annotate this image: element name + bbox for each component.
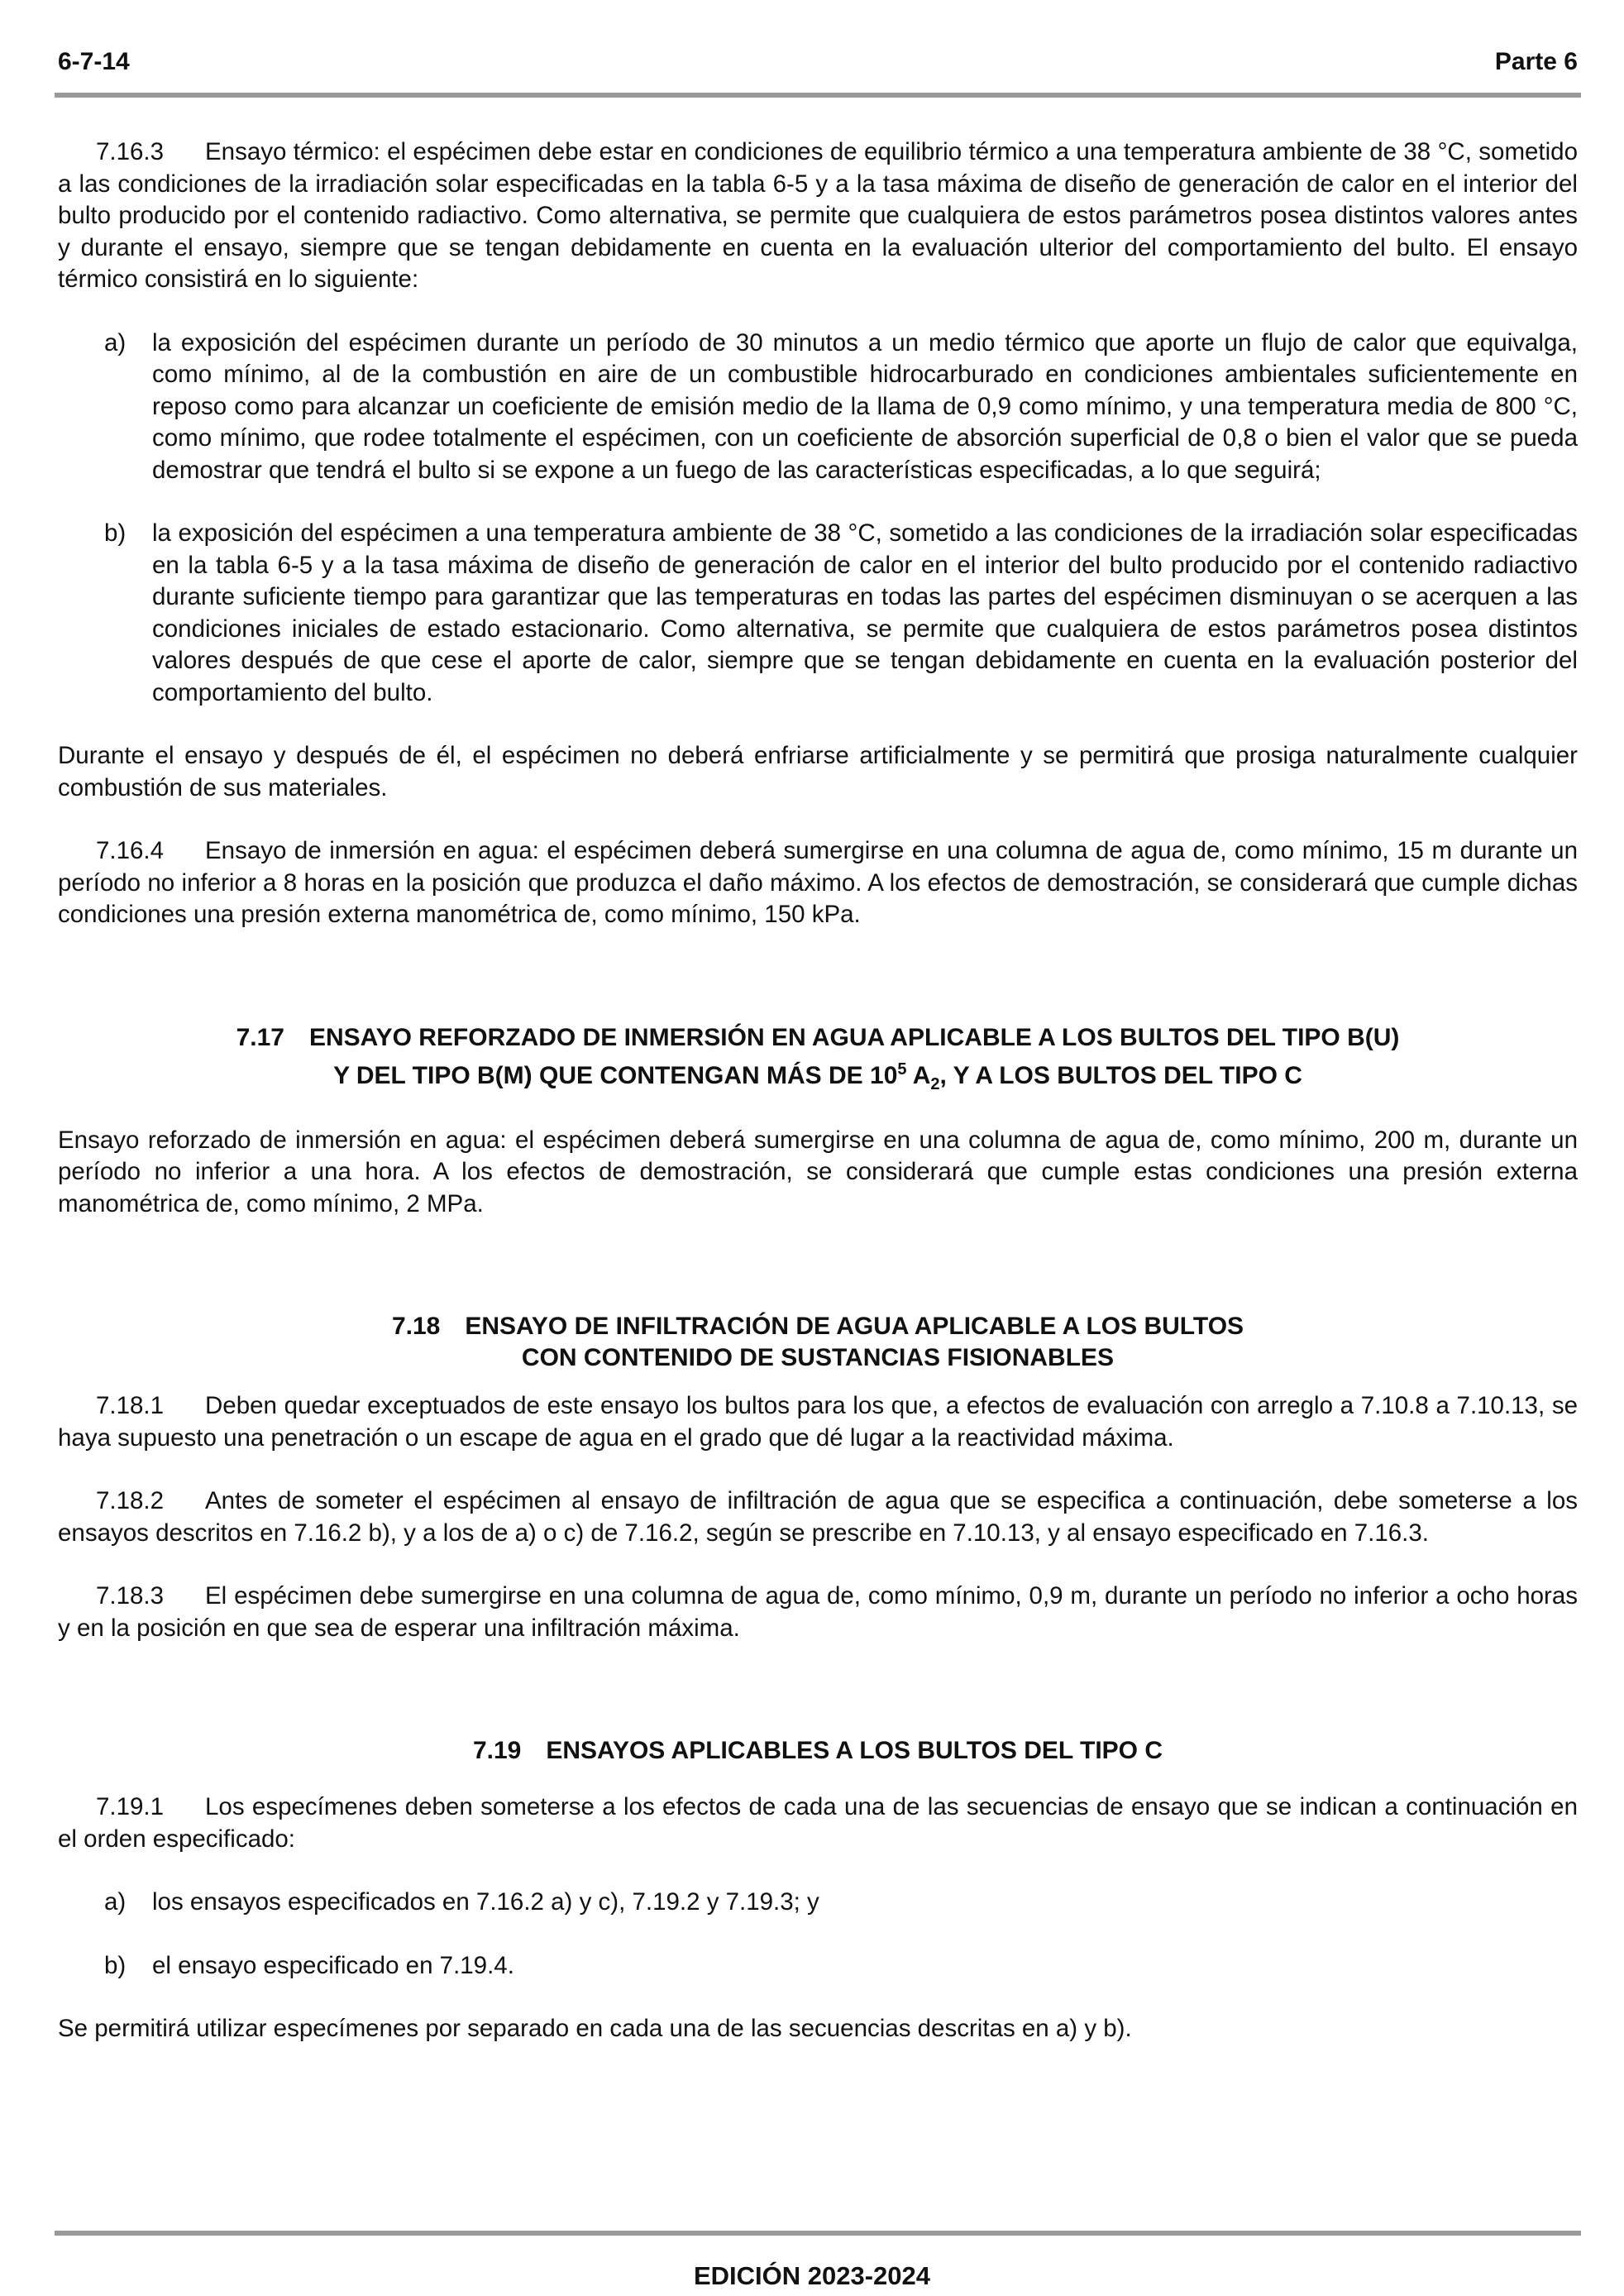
paragraph-number: 7.18.3 xyxy=(96,1582,165,1610)
footer-rule xyxy=(55,2231,1581,2236)
list-item-text: los ensayos especificados en 7.16.2 a) y c), 7.19.2 y 7.19.3; y xyxy=(152,1888,819,1916)
section-heading-7-17 xyxy=(58,1022,1578,1100)
list-7-19-1 xyxy=(58,1887,1578,1982)
header-rule xyxy=(55,93,1581,98)
part-label: Parte 6 xyxy=(1494,48,1578,75)
list-item xyxy=(58,328,1578,487)
paragraph-after-thermal: Durante el ensayo y después de él, el espécimen no deberá enfriarse artificialmente y se permitirá que prosiga naturalmente cualquier combustión de sus materiales. xyxy=(58,742,1578,801)
section-number: 7.19 xyxy=(472,1737,522,1764)
edition-footer: EDICIÓN 2023-2024 xyxy=(693,2261,931,2290)
section-number: 7.18 xyxy=(391,1313,441,1340)
paragraph-7-17: Ensayo reforzado de inmersión en agua: el espécimen deberá sumergirse en una columna de agua de, como mínimo, 200 m, durante un período no inferior a una hora. A los efectos de demostración, se considerará que cumple estas condiciones una presión externa manométrica de, como mínimo, 2 MPa. xyxy=(58,1126,1578,1217)
page-number: 6-7-14 xyxy=(58,48,130,75)
paragraph-text: Antes de someter el espécimen al ensayo de infiltración de agua que se especifica a continuación, debe someterse a los ensayos descritos en 7.16.2 b), y a los de a) o c) de 7.16.2, según se prescribe en 7.10.13, y al ensayo especificado en 7.16.3. xyxy=(58,1487,1578,1547)
list-item-text: el ensayo especificado en 7.19.4. xyxy=(152,1951,514,1979)
section-title-line1: ENSAYO DE INFILTRACIÓN DE AGUA APLICABLE A LOS BULTOS xyxy=(465,1313,1244,1340)
paragraph-7-18-1 xyxy=(58,1390,1578,1454)
list-item xyxy=(58,1887,1578,1919)
paragraph-text: Ensayo de inmersión en agua: el espécimen deberá sumergirse en una columna de agua de, como mínimo, 15 m durante un período no inferior a 8 horas en la posición que produzca el daño máximo. A los efectos de demostración, se considerará que cumple dichas condiciones una presión externa manométrica de, como mínimo, 150 kPa. xyxy=(58,837,1578,928)
section-title-line2: CON CONTENIDO DE SUSTANCIAS FISIONABLES xyxy=(521,1344,1115,1371)
list-item xyxy=(58,518,1578,709)
section-title-line2: Y DEL TIPO B(M) QUE CONTENGAN MÁS DE $10^5$ $A_2$, Y A LOS BULTOS DEL TIPO C xyxy=(333,1060,1302,1093)
paragraph-number: 7.18.2 xyxy=(96,1487,165,1514)
paragraph-number: 7.16.4 xyxy=(96,837,165,864)
paragraph-text: Deben quedar exceptuados de este ensayo los bultos para los que, a efectos de evaluación con arreglo a 7.10.8 a 7.10.13, se haya supuesto una penetración o un escape de agua en el grado que dé lugar a la reactividad máxima. xyxy=(58,1392,1578,1452)
paragraph-7-16-4 xyxy=(58,835,1578,931)
list-item-label: a) xyxy=(104,1888,127,1916)
paragraph-text: El espécimen debe sumergirse en una columna de agua de, como mínimo, 0,9 m, durante un período no inferior a ocho horas y en la posición en que sea de esperar una infiltración máxima. xyxy=(58,1582,1578,1642)
list-item-text: la exposición del espécimen a una temperatura ambiente de 38 °C, sometido a las condiciones de la irradiación solar especificadas en la tabla 6-5 y a la tasa máxima de diseño de generación de calor en el interior del bulto producido por el contenido radiactivo durante suficiente tiempo para garantizar que las temperaturas en todas las partes del espécimen disminuyan o se acerquen a las condiciones iniciales de estado estacionario. Como alternativa, se permite que cualquiera de estos parámetros posea distintos valores después de que cese el aporte de calor, siempre que se tengan debidamente en cuenta en la evaluación posterior del comportamiento del bulto. xyxy=(152,519,1578,706)
document-body xyxy=(58,136,1578,2045)
section-heading-7-19 xyxy=(58,1735,1578,1767)
list-7-16-3 xyxy=(58,328,1578,710)
paragraph-7-16-3 xyxy=(58,136,1578,296)
section-title: ENSAYOS APLICABLES A LOS BULTOS DEL TIPO C xyxy=(546,1737,1163,1764)
list-item-text: la exposición del espécimen durante un período de 30 minutos a un medio térmico que aporte un flujo de calor que equivalga, como mínimo, al de la combustión en aire de un combustible hidrocarburado en condiciones ambientales suficientemente en reposo como para alcanzar un coeficiente de emisión medio de la llama de 0,9 como mínimo, y una temperatura media de 800 °C, como mínimo, que rodee totalmente el espécimen, con un coeficiente de absorción superficial de 0,8 o bien el valor que se pueda demostrar que tendrá el bulto si se expone a un fuego de las características especificadas, a lo que seguirá; xyxy=(152,328,1578,484)
paragraph-7-18-3 xyxy=(58,1581,1578,1644)
list-item-label: a) xyxy=(104,328,127,356)
section-title-line1: ENSAYO REFORZADO DE INMERSIÓN EN AGUA APLICABLE A LOS BULTOS DEL TIPO B(U) xyxy=(308,1023,1400,1051)
paragraph-number: 7.18.1 xyxy=(96,1392,165,1419)
list-item xyxy=(58,1950,1578,1983)
paragraph-text: Los especímenes deben someterse a los efectos de cada una de las secuencias de ensayo que se indican a continuación en el orden especificado: xyxy=(58,1793,1578,1853)
paragraph-7-19-after: Se permitirá utilizar especímenes por separado en cada una de las secuencias descritas en a) y b). xyxy=(58,2015,1132,2042)
section-heading-7-18 xyxy=(58,1311,1578,1374)
paragraph-number: 7.16.3 xyxy=(96,138,165,165)
paragraph-text: Ensayo térmico: el espécimen debe estar en condiciones de equilibrio térmico a una temperatura ambiente de 38 °C, sometido a las condiciones de la irradiación solar especificadas en la tabla 6-5 y a la tasa máxima de diseño de generación de calor en el interior del bulto producido por el contenido radiactivo. Como alternativa, se permite que cualquiera de estos parámetros posea distintos valores antes y durante el ensayo, siempre que se tengan debidamente en cuenta en la evaluación ulterior del comportamiento del bulto. El ensayo térmico consistirá en lo siguiente: xyxy=(58,138,1578,293)
paragraph-number: 7.19.1 xyxy=(96,1793,165,1820)
paragraph-7-19-1 xyxy=(58,1791,1578,1855)
section-number: 7.17 xyxy=(236,1023,284,1051)
page-header xyxy=(58,48,1578,81)
paragraph-7-18-2 xyxy=(58,1485,1578,1549)
list-item-label: b) xyxy=(104,519,127,547)
list-item-label: b) xyxy=(104,1951,127,1979)
